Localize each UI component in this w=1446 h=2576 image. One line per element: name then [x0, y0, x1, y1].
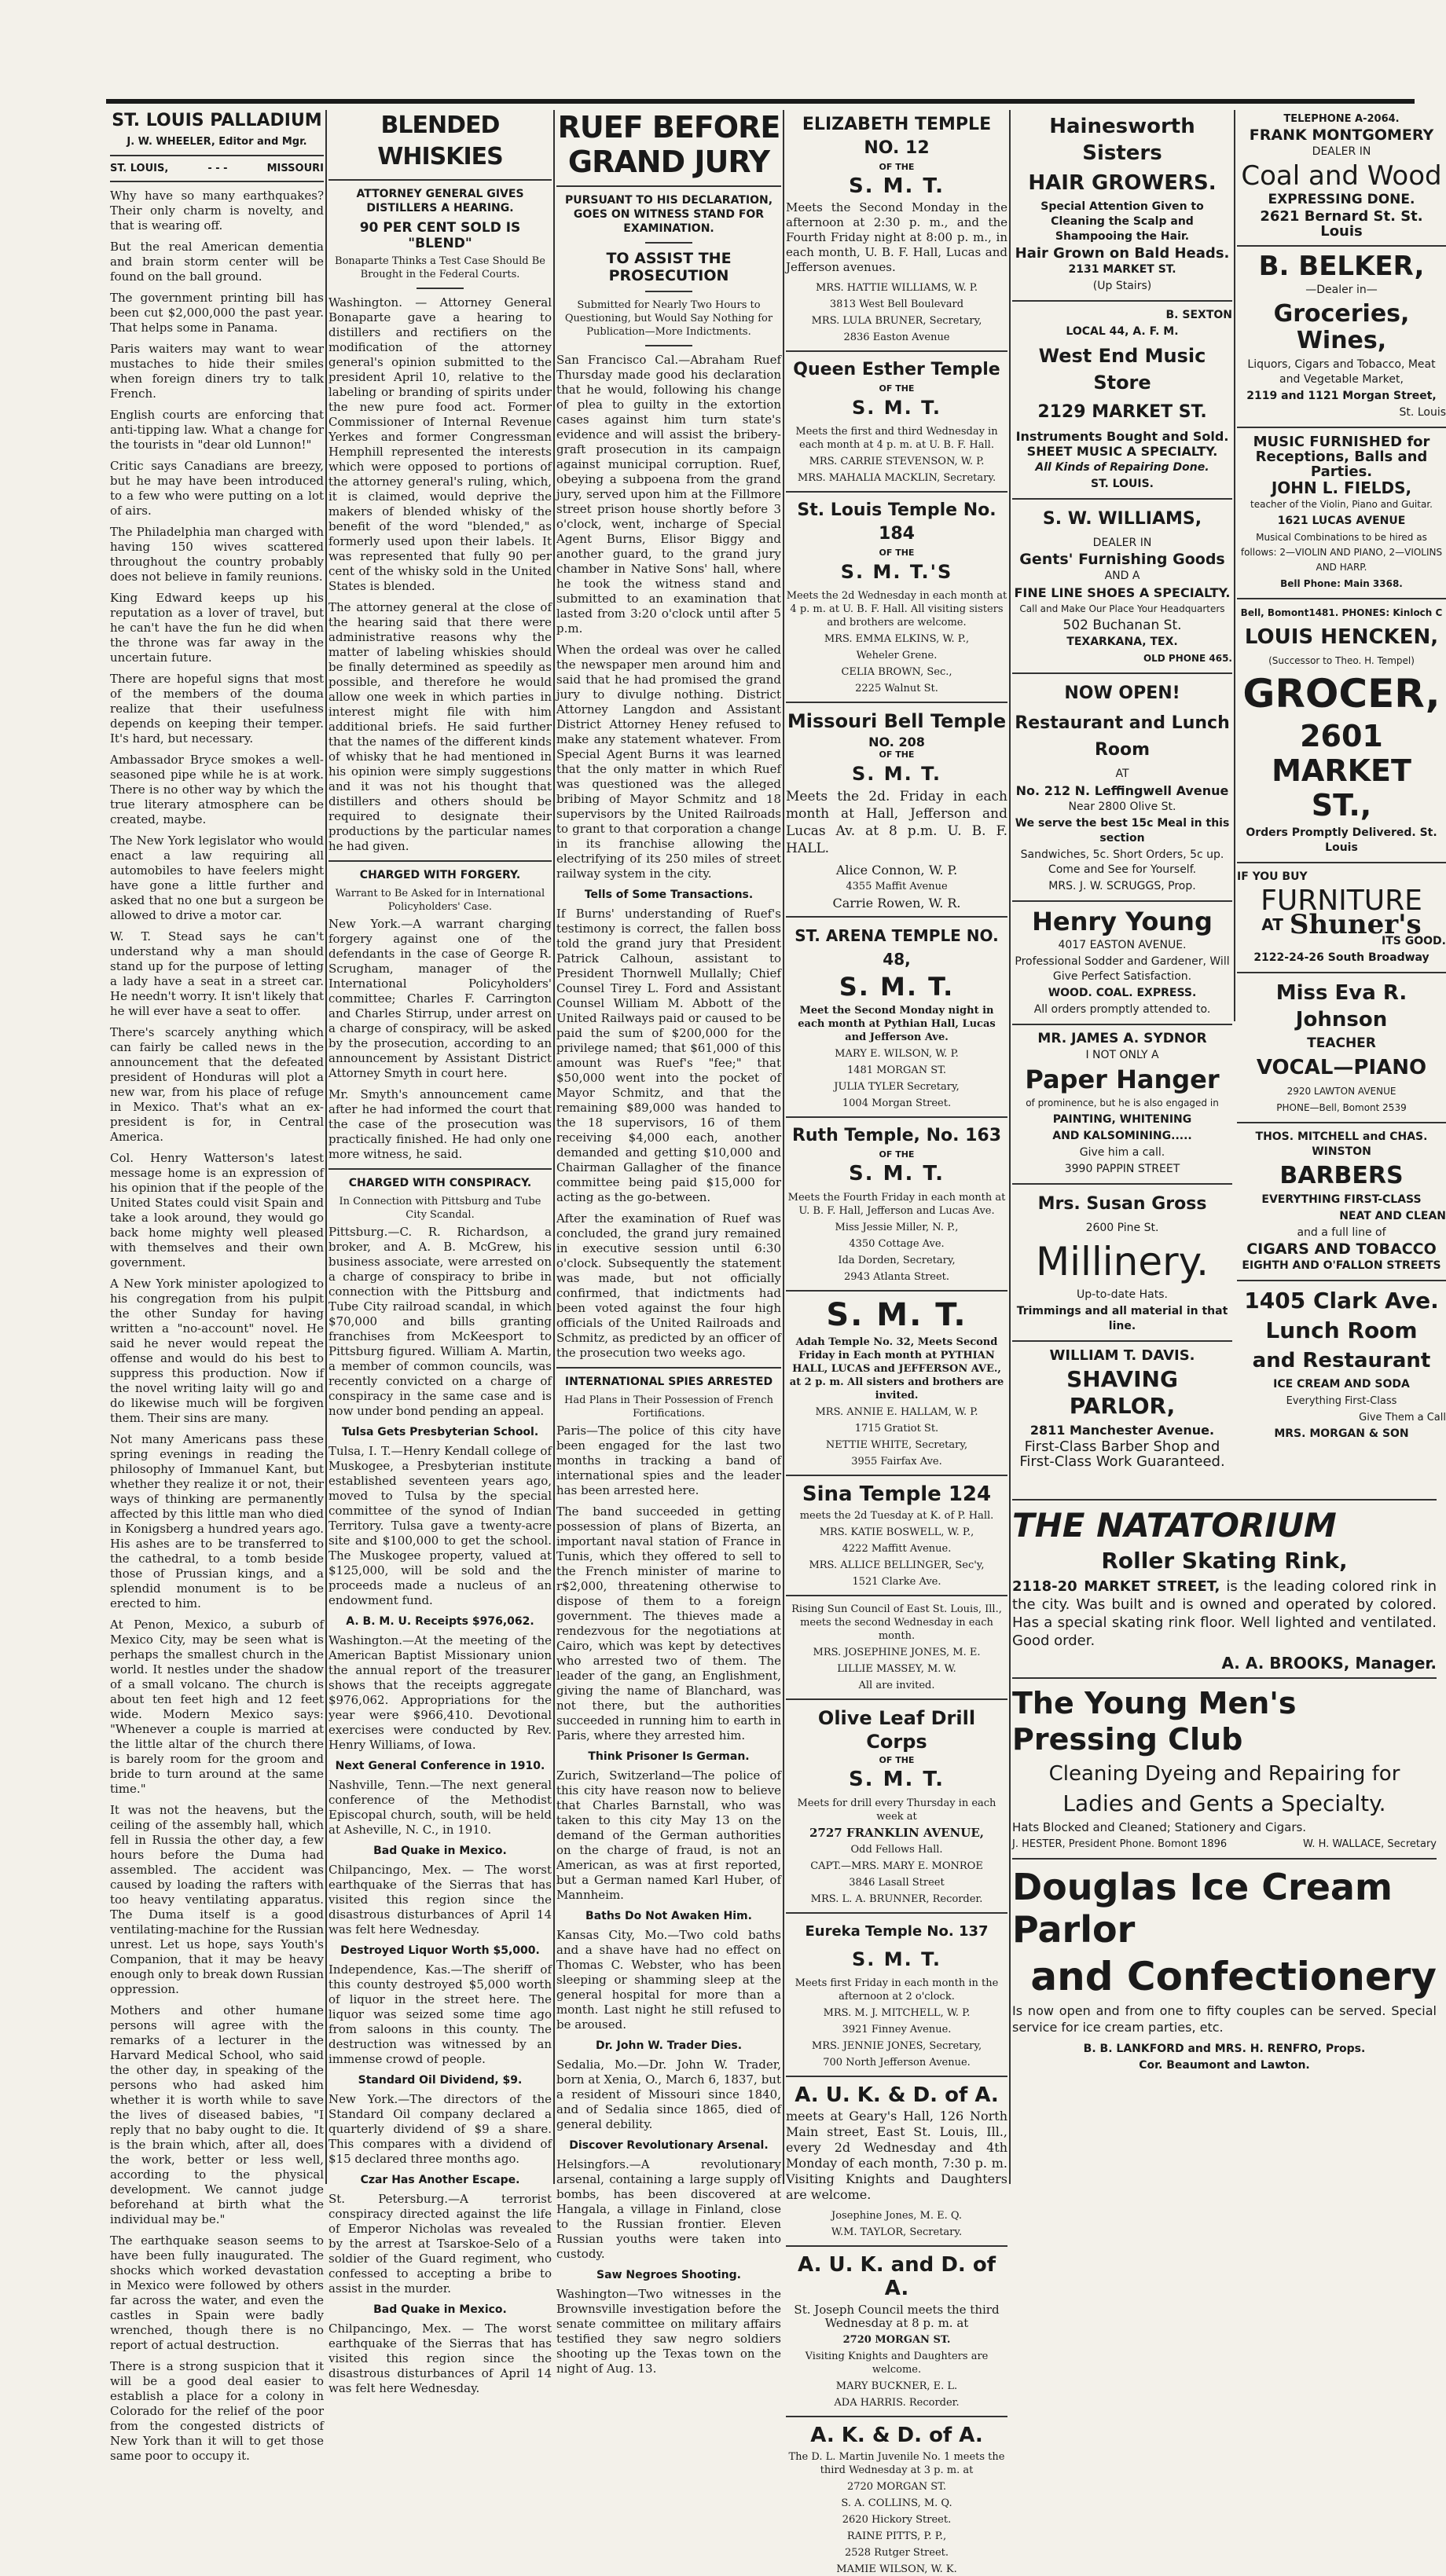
column-ads-left: Hainesworth Sisters HAIR GROWERS. Special Attention Given to Cleaning the Scalp and Shampooing the Hair. Hair Grown on Bald Heads. 2131 MARKET ST. (Up Stairs) B. SEXTON LOCAL 44, A. F. M. West End Music Store 2129 MARKET ST. Instruments Bought and Sold. SHEET MUSIC A SPECIALTY. All Kinds of Repairing Done. ST. LOUIS. S. W. WILLIAMS, DEALER IN Gents' Furnishing Goods AND A FINE LINE SHOES A SPECIALTY. Call and Make Our Place Your Headquarters 502 Buchanan St. TEXARKANA, TEX. OLD PHONE 465. NOW OPEN! Restaurant and Lunch Room AT No. 212 N. Leffingwell Avenue Near 2800 Olive St. We serve the best 15c Meal in this section Sandwiches, 5c. Short Orders, 5c up. Come and See for Yourself. MRS. J. W. SCRUGGS, Prop. Henry Young 4017 EASTON AVENUE. Professional Sodder and Gardener, Will Give Perfect Satisfaction. WOOD. COAL. EXPRESS. All orders promptly attended to. MR. JAMES A. SYDNOR I NOT ONLY A Paper Hanger of prominence, but he is also engaged in PAINTING, WHITENING AND KALSOMINING..... Give him a call. 3990 PAPPIN STREET Mrs. Susan Gross 2600 Pine St. Millinery. Up-to-date Hats. Trimmings and all material in that line. WILLIAM T. DAVIS. SHAVING PARLOR, 2811 Manchester Avenue. First-Class Barber Shop and First-Class Work Guaranteed. — [1012, 110, 1232, 1493]
column-lodge-notices: ELIZABETH TEMPLE NO. 12 OF THE S. M. T. Meets the Second Monday in the afternoon at 2:30 p. m., and the Fourth Friday night at 8:00 p. m., in each month, U. B. F. Hall, Lucas and Jefferson avenues. MRS. HATTIE WILLIAMS, W. P. 3813 West Bell Boulevard MRS. LULA BRUNER, Secretary, 2836 Easton Avenue Queen Esther Temple OF THE S. M. T. Meets the first and third Wednesday in each month at 4 p. m. at U. B. F. Hall. MRS. CARRIE STEVENSON, W. P. MRS. MAHALIA MACKLIN, Secretary. St. Louis Temple No. 184 OF THE S. M. T.'S Meets the 2d Wednesday in each month at 4 p. m. at U. B. F. Hall. All visiting sisters and brothers are welcome. MRS. EMMA ELKINS, W. P., Weheler Grene. CELIA BROWN, Sec., 2225 Walnut St. Missouri Bell Temple NO. 208 OF THE S. M. T. Meets the 2d. Friday in each month at Hall, Jefferson and Lucas Av. at 8 p.m. U. B. F. HALL. Alice Connon, W. P. 4355 Maffit Avenue Carrie Rowen, W. R. ST. ARENA TEMPLE NO. 48, S. M. T. Meet the Second Monday night in each month at Pythian Hall, Lucas and Jefferson Ave. MARY E. WILSON, W. P. 1481 MORGAN ST. JULIA TYLER Secretary, 1004 Morgan Street. Ruth Temple, No. 163 OF THE S. M. T. Meets the Fourth Friday in each month at U. B. F. Hall, Jefferson and Lucas Ave. Miss Jessie Miller, N. P., 4350 Cottage Ave. Ida Dorden, Secretary, 2943 Atlanta Street. S. M. T. Adah Temple No. 32, Meets Second Friday in Each month at PYTHIAN HALL, LUCAS and JEFFERSON AVE., at 2 p. m. All sisters and brothers are invited. MRS. ANNIE E. HALLAM, W. P. 1715 Gratiot St. NETTIE WHITE, Secretary, 3955 Fairfax Ave. Sina Temple 124 meets the 2d Tuesday at K. of P. Hall. MRS. KATIE BOSWELL, W. P., 4222 Maffitt Avenue. MRS. ALLICE BELLINGER, Sec'y, 1521 Clarke Ave. Rising Sun Council of East St. Louis, Ill., meets the second Wednesday in each month. MRS. JOSEPHINE JONES, M. E. LILLIE MASSEY, M. W. All are invited. Olive Leaf Drill Corps OF THE S. M. T. Meets for drill every Thursday in each week at 2727 FRANKLIN AVENUE, Odd Fellows Hall. CAPT.—MRS. MARY E. MONROE 3846 Lasall Street MRS. L. A. BRUNNER, Recorder. Eureka Temple No. 137 S. M. T. Meets first Friday in each month in the afternoon at 2 o'clock. MRS. M. J. MITCHELL, W. P. 3921 Finney Avenue. MRS. JENNIE JONES, Secretary, 700 North Jefferson Avenue. A. U. K. & D. of A. meets at Geary's Hall, 126 North Main street, East St. Louis, Ill., every 2d Wednesday and 4th Monday of each month, 7:30 p. m. Visiting Knights and Daughters are welcome. Josephine Jones, M. E. Q. W.M. TAYLOR, Secretary. A. U. K. and D. of A. St. Joseph Council meets the third Wednesday at 8 p. m. at 2720 MORGAN ST. Visiting Knights and Daughters are welcome. MARY BUCKNER, E. L. ADA HARRIS. Recorder. A. K. & D. of A. The D. L. Martin Juvenile No. 1 meets the third Wednesday at 3 p. m. at 2720 MORGAN ST. S. A. COLLINS, M. Q. 2620 Hickory Street. RAINE PITTS, P. P., 2528 Rutger Street. MAMIE WILSON, W. K. — [786, 115, 1007, 2575]
article-body: Chilpancingo, Mex. — The worst earthquake of the Sierras that has visited this region since the disastrous disturbances of April 14 was felt here Wednesday. — [328, 2321, 552, 2395]
subhead: CHARGED WITH FORGERY. — [359, 869, 521, 881]
editorial-paragraph: The earthquake season seems to have been fully inaugurated. The shocks which worked devastation in Mexico were followed by others far across the water, and even the castles in Spain were badly wrenched, though there is no report of actual destruction. — [110, 2233, 324, 2352]
article-body: The band succeeded in getting possession of plans of Bizerta, an important naval station of France in Tunis, which they offered to sell to the French minister of marine to r$2,000, threatening otherwise to dispose of them to a foreign government. The thieves made a rendezvous for the negotiations at Cairo, which was kept by detectives who arrested two of them. The leader of the gang, an Englishment, giving the name of Blanchard, was not there, but the authorities succeeded in running him to earth in Paris, where they arrested him. — [556, 1504, 781, 1742]
editorial-paragraph: There is a strong suspicion that it will be a good deal easier to establish a place for a colony in Colorado for the relief of the poor from the congested districts of New York than it will to get those same poor to occupy it. — [110, 2359, 324, 2463]
article-body: St. Petersburg.—A terrorist conspiracy directed against the life of Emperor Nicholas was revealed by the arrest at Tsarskoe-Selo of a soldier of the Guard regiment, who confessed to accepting a bribe to assist in the murder. — [328, 2192, 552, 2296]
subhead: Bad Quake in Mexico. — [373, 1845, 507, 1857]
lodge-title: Ruth Temple, No. 163 — [791, 1126, 1002, 1145]
article-body: After the examination of Ruef was concluded, the grand jury remained in executive session until 6:30 o'clock. Subsequently the statement was made, but not officially confirmed, that indictments had been voted against the four high officials of the United Railroads and Schmitz, as predicted by an officer of the prosecution two weeks ago. — [556, 1211, 781, 1360]
lodge-title: A. K. & D. of A. — [810, 2424, 983, 2447]
editorial-paragraph: W. T. Stead says he can't understand why a man should stand up for the purpose of letting a lady have a seat in a street car. He needn't worry. It isn't likely that he will ever have a seat to offer. — [110, 929, 324, 1018]
article-body: New York.—A warrant charging forgery against one of the defendants in the case of George R. Scrugham, manager of the International Policyholders' committee; Charles F. Carrington and Charles Stirrup, under arrest on a charge of conspiracy, will be asked by the prosecution, according to an announcement by Assistant District Attorney Smyth in court here. — [328, 917, 552, 1080]
article-body: Washington.—At the meeting of the American Baptist Missionary union the annual report of the treasurer shows that the receipts aggregate $976,062. Appropriations for the year were $966,410. Devotional exercises were conducted by Rev. Henry Williams, of Iowa. — [328, 1633, 552, 1752]
editorial-paragraph: Ambassador Bryce smokes a well-seasoned pipe while he is at work. There is no other way by which the true literary atmosphere can be created, maybe. — [110, 753, 324, 826]
subhead: Czar Has Another Escape. — [360, 2174, 520, 2186]
article-body: Mr. Smyth's announcement came after he had informed the court that the case of the prosecution was practically finished. He had only one more witness, he said. — [328, 1087, 552, 1161]
ad-williams-title: S. W. WILLIAMS, — [1042, 509, 1202, 529]
deck: PURSUANT TO HIS DECLARATION, GOES ON WITNESS STAND FOR EXAMINATION. — [564, 194, 773, 235]
ad-henry-young-title: Henry Young — [1032, 907, 1213, 936]
ad-furniture-title: FURNITURE — [1261, 885, 1422, 917]
headline-ruef: RUEF BEFORE — [557, 110, 780, 145]
editorial-paragraph: The government printing bill has been cut $2,000,000 the past year. That helps some in Panama. — [110, 291, 324, 335]
editorial-paragraph: The New York legislator who would enact a law requiring all automobiles to have feelers might have gone a little further and asked that no one but a surgeon be allowed to drive a motor car. — [110, 834, 324, 922]
deck: Had Plans in Their Possession of French Fortifications. — [564, 1394, 773, 1420]
lodge-body: Meets the Second Monday in the afternoon at 2:30 p. m., and the Fourth Friday night at 8:00 p. m., in each month, U. B. F. Hall, Lucas and Jefferson avenues. — [786, 200, 1007, 274]
deck: ATTORNEY GENERAL GIVES DISTILLERS A HEARING. — [356, 188, 524, 214]
ad-belker-title: B. BELKER, — [1258, 251, 1425, 282]
ad-barbers-title: BARBERS — [1279, 1162, 1404, 1189]
editorial-paragraph: Why have so many earthquakes? Their only charm is novelty, and that is wearing off. — [110, 189, 324, 233]
column-ads-right: TELEPHONE A-2064. FRANK MONTGOMERY DEALER IN Coal and Wood EXPRESSING DONE. 2621 Bernard St. St. Louis B. BELKER, —Dealer in— Groceries, Wines, Liquors, Cigars and Tobacco, Meat and Vegetable Market, 2119 and 1121 Morgan Street, St. Louis MUSIC FURNISHED for Receptions, Balls and Parties. JOHN L. FIELDS, teacher of the Violin, Piano and Guitar. 1621 LUCAS AVENUE Musical Combinations to be hired as follows: 2—VIOLIN AND PIANO, 2—VIOLINS AND HARP. Bell Phone: Main 3368. Bell, Bomont1481. PHONES: Kinloch C LOUIS HENCKEN, (Successor to Theo. H. Tempel) GROCER, 2601 MARKET ST., Orders Promptly Delivered. St. Louis IF YOU BUY FURNITURE AT Shuner's ITS GOOD. 2122-24-26 South Broadway Miss Eva R. Johnson TEACHER VOCAL—PIANO 2920 LAWTON AVENUE PHONE—Bell, Bomont 2539 THOS. MITCHELL and CHAS. WINSTON BARBERS EVERYTHING FIRST-CLASS NEAT AND CLEAN and a full line of CIGARS AND TOBACCO EIGHTH AND O'FALLON STREETS 1405 Clark Ave. Lunch Room and Restaurant ICE CREAM AND SODA Everything First-Class Give Them a Call MRS. MORGAN & SON — [1237, 113, 1446, 1440]
ad-paper-hanger-title: Paper Hanger — [1025, 1064, 1220, 1094]
editorial-paragraph: It was not the heavens, but the ceiling of the assembly hall, which fell in Russia the other day, a few hours before the Duma had assembled. The accident was caused by loading the rafters with too heavy ventilating apparatus. The Duma itself is a good ventilating-machine for the Russian unrest. Let us hope, says Youth's Companion, that it may be heavy enough only to break down Russian oppression. — [110, 1803, 324, 1996]
subhead: Saw Negroes Shooting. — [596, 2269, 741, 2281]
column-rule — [783, 110, 784, 2184]
subhead: A. B. M. U. Receipts $976,062. — [346, 1615, 534, 1628]
ad-grocer-title: GROCER, — [1242, 671, 1440, 716]
article-body: Chilpancingo, Mex. — The worst earthquake of the Sierras that has visited this region since the disastrous disturbances of April 14 was felt here Wednesday. — [328, 1863, 552, 1937]
top-rule — [106, 99, 1415, 104]
subhead: CHARGED WITH CONSPIRACY. — [348, 1177, 532, 1189]
subhead: Tulsa Gets Presbyterian School. — [341, 1426, 539, 1438]
editorial-paragraph: There's scarcely anything which can fairly be called news in the announcement that the defeated president of Honduras will plot a new war, from his place of refuge in Mexico. That's what an ex-president is for, in Central America. — [110, 1025, 324, 1144]
ad-shuner-name: Shuner's — [1289, 909, 1422, 940]
editorial-paragraph: King Edward keeps up his reputation as a lover of travel, but he can't have the fun he did when the throne was far away in the uncertain future. — [110, 591, 324, 665]
lodge-title: S. M. T. — [826, 1297, 967, 1333]
lodge-title: ELIZABETH TEMPLE NO. 12 — [802, 115, 992, 158]
article-body: Washington—Two witnesses in the Brownsville investigation before the senate committee on military affairs testified they saw negro soldiers shooting up the Texas town on the night of Aug. 13. — [556, 2287, 781, 2376]
article-body: If Burns' understanding of Ruef's testimony is correct, the fallen boss told the grand jury that President Patrick Calhoun, assistant to President Thornwell Mullally; Chief Counsel Tirey L. Ford and Assistant Counsel William M. Abbott of the United Railways paid or caused to be paid the sum of $200,000 for the privilege named; that $61,000 of this amount was Ruef's "fee;" that $50,000 went into the pocket of Mayor Schmitz, and that the remaining $89,000 was handed to the 18 supervisors, 16 of them receiving $4,000 each, another demanded and getting $10,000 and Chairman Gallagher of the finance committee being paid $15,000 for acting as the go-between. — [556, 907, 781, 1204]
subhead: Next General Conference in 1910. — [335, 1760, 545, 1772]
editorial-paragraph: Critic says Canadians are breezy, but he may have been introduced to a few who were putting on a lot of airs. — [110, 459, 324, 518]
article-body: Independence, Kas.—The sheriff of this county destroyed $5,000 worth of liquor in the street here. The liquor was seized some time ago from saloons in this county. The destruction was witnessed by an immense crowd of people. — [328, 1962, 552, 2066]
editorial-paragraph: Col. Henry Watterson's latest message home is an expression of his opinion that if the people of the United States could visit Spain and take a look around, they would go back home mighty well pleased with themselves and their own government. — [110, 1151, 324, 1270]
column-rule — [1009, 110, 1011, 2184]
column-rule — [1234, 110, 1235, 1021]
editorial-paragraph: The Philadelphia man charged with having 150 wives scattered throughout the country probably does not believe in family reunions. — [110, 525, 324, 584]
ad-hainesworth-title: Hainesworth Sisters — [1049, 115, 1195, 165]
lodge-title: A. U. K. and D. of A. — [797, 2253, 996, 2300]
article-body: New York.—The directors of the Standard Oil company declared a quarterly dividend of $9 a share. This compares with a dividend of $15 declared three months ago. — [328, 2092, 552, 2166]
bottom-wide-ads: THE NATATORIUM Roller Skating Rink, 2118-20 MARKET STREET, is the leading colored rink in the city. Was built and is owned and operated by colored. Has a special skating rink floor. Well lighted and ventilated. Good order. A. A. BROOKS, Manager. The Young Men's Pressing Club Cleaning Dyeing and Repairing for Ladies and Gents a Specialty. Hats Blocked and Cleaned; Stationery and Cigars. J. HESTER, President Phone. Bomont 1896 W. H. WALLACE, Secretary Douglas Ice Cream Parlor and Confectionery Is now open and from one to fifty couples can be served. Special service for ice cream parties, etc. B. B. LANKFORD and MRS. H. RENFRO, Props. Cor. Beaumont and Lawton. — [1012, 1493, 1437, 2184]
editorial-paragraph: Paris waiters may want to wear mustaches to hide their smiles when foreign diners try to talk French. — [110, 342, 324, 401]
article-body: Nashville, Tenn.—The next general conference of the Methodist Episcopal church, south, will be held at Asheville, N. C., in 1910. — [328, 1778, 552, 1837]
editorial-paragraph: Not many Americans pass these spring evenings in reading the philosophy of Immanuel Kant, but whether they realize it or not, their ways of thinking are permanently affected by this little man who died in Konigsberg a hundred years ago. His ashes are to be transferred to the cathedral, to a tomb beside those of Prussian kings, and a splendid monument is to be erected to him. — [110, 1432, 324, 1610]
deck: In Connection with Pittsburg and Tube City Scandal. — [339, 1196, 541, 1221]
editorial-paragraphs — [110, 189, 324, 2464]
lodge-title: Queen Esther Temple — [793, 360, 1000, 379]
subhead: Destroyed Liquor Worth $5,000. — [340, 1944, 540, 1957]
subhead: Standard Oil Dividend, $9. — [358, 2074, 523, 2087]
ad-millinery-title: Millinery. — [1035, 1239, 1209, 1284]
deck: Bonaparte Thinks a Test Case Should Be Brought in the Federal Courts. — [335, 255, 545, 280]
deck: Submitted for Nearly Two Hours to Questioning, but Would Say Nothing for Publication—More Indictments. — [564, 299, 773, 338]
subhead: Bad Quake in Mexico. — [373, 2303, 507, 2316]
ad-natatorium-title: THE NATATORIUM — [1012, 1506, 1337, 1545]
ad-music-store-title: West End Music Store — [1038, 345, 1206, 394]
article-body: Zurich, Switzerland—The police of this city have reason now to believe that Charles Barnstall, who was taken to this city May 13 on the demand of the German authorities on the charge of fraud, is not an American, as was at first reported, but a German named Karl Huber, of Mannheim. — [556, 1768, 781, 1902]
ad-johnson-title: Miss Eva R. Johnson — [1275, 981, 1407, 1031]
masthead-location: ST. LOUIS, - - - MISSOURI — [110, 163, 324, 174]
column-editorials — [110, 110, 324, 2463]
editorial-paragraph: A New York minister apologized to his congregation from his pulpit the other Sunday for having written a "no-account" novel. He said he never would repeat the offense and would do his best to suppress this production. Now if the novel writing laity will go and do likewise much will be forgiven them. Their sins are many. — [110, 1277, 324, 1425]
editorial-paragraph: But the real American dementia and brain storm center will be found on the ball ground. — [110, 240, 324, 284]
ad-restaurant-title: Restaurant and Lunch Room — [1015, 713, 1230, 760]
headline-grand-jury: GRAND JURY — [567, 145, 770, 179]
article-body: When the ordeal was over he called the newspaper men around him and said that he had promised the grand jury to divulge nothing. District Attorney Langdon and Assistant District Attorney Heney refused to make any statement whatever. From Special Agent Burns it was learned that the only matter in which Ruef was questioned was the alleged bribing of Mayor Schmitz and 18 supervisors by the United Railroads to grant to that corporation a change in its franchise allowing the electrifying of its 250 miles of street railway system in the city. — [556, 643, 781, 881]
column-rule — [553, 110, 555, 2184]
column-rule — [325, 110, 327, 2184]
article-body: Helsingfors.—A revolutionary arsenal, containing a large supply of bombs, has been discovered at Hangala, a village in Finland, close to the Russian frontier. Eleven Russian youths were taken into custody. — [556, 2157, 781, 2261]
subhead: Tells of Some Transactions. — [584, 889, 754, 901]
editorial-paragraph: There are hopeful signs that most of the members of the douma realize that their usefulness depends on keeping their temper. It's hard, but necessary. — [110, 672, 324, 746]
article-body: Pittsburg.—C. R. Richardson, a broker, and A. B. McGrew, his business associate, were arrested on a charge of conspiracy to bribe in connection with the Pittsburg and Tube City railroad scandal, in which $70,000 and bills granting franchises from McKeesport to Pittsburg figured. William A. Martin, a member of common councils, was recently convicted on a charge of conspiracy in the same case and is now under bond pending an appeal. — [328, 1225, 552, 1418]
lodge-title: Missouri Bell Temple — [787, 710, 1007, 732]
subhead: Baths Do Not Awaken Him. — [585, 1910, 752, 1922]
lodge-title: Olive Leaf Drill Corps — [817, 1707, 976, 1753]
lodge-title: A. U. K. & D. of A. — [795, 2083, 999, 2107]
masthead-editor: J. W. WHEELER, Editor and Mgr. — [127, 136, 307, 148]
ad-coal-wood-title: Coal and Wood — [1241, 160, 1442, 192]
subhead: Discover Revolutionary Arsenal. — [569, 2139, 769, 2152]
lodge-title: Eureka Temple No. 137 — [805, 1923, 989, 1940]
column-ruef — [556, 110, 781, 2376]
deck: Warrant to Be Asked for in International Policyholders' Case. — [335, 888, 545, 913]
lodge-title: St. Louis Temple No. 184 — [797, 500, 996, 544]
headline-blended-whiskies: BLENDED WHISKIES — [377, 112, 503, 170]
ad-pressing-club-title: The Young Men's Pressing Club — [1012, 1686, 1297, 1757]
article-body: Tulsa, I. T.—Henry Kendall college of Muskogee, a Presbyterian institute established seventeen years ago, moved to Tulsa by the special committee of the synod of Indian Territory. Tulsa gave a twenty-acre site and $100,000 to get the school. The Muskogee property, valued at $125,000, will be sold and the proceeds made a nucleus of an endowment fund. — [328, 1444, 552, 1607]
article-body: Washington. — Attorney General Bonaparte gave a hearing to distillers and rectifiers on the modification of the attorney general's opinion submitted to the president April 10, relative to the labeling or branding of spirits under the new pure food act. Former Commissioner of Internal Revenue Yerkes and former Congressman Hemphill represented the interests which were opposed to portions of the attorney general's ruling, which, it is claimed, would deprive the makers of blended whisky of the benefit of the word "blended," as formerly used upon their labels. It was represented that fully 90 per cent of the whisky sold in the United States is blended. — [328, 295, 552, 593]
article-body: The attorney general at the close of the hearing said that there were administrative reasons why the matter of labeling whiskies should be finally determined as speedily as possible, and therefore he would allow one week in which parties in interest might file with him additional briefs. He said further that the names of the different kinds of whisky that he had mentioned in his opinion were simply suggestions and it was not his thought that distillers and others should be required to designate their productions by the particular names he had given. — [328, 600, 552, 853]
editorial-paragraph: At Penon, Mexico, a suburb of Mexico City, may be seen what is perhaps the smallest church in the world. It nestles under the shadow of a small volcano. The church is about ten feet high and 12 feet wide. Modern Mexico says: "Whenever a couple is married at the little altar of the church there is barely room for the groom and bride to turn around at the same time." — [110, 1618, 324, 1796]
editorial-paragraph: Mothers and other humane persons will agree with the remarks of a lecturer in the Harvard Medical School, who said the other day, in speaking of the persons who had asked him whether it is worth while to save the lives of diseased babies, "I reply that no baby ought to die. It is the brain which, after all, does the work, better or less well, according to the physical development. We cannot judge beforehand at birth what the individual may be." — [110, 2003, 324, 2226]
subhead: Dr. John W. Trader Dies. — [595, 2039, 743, 2052]
deck: 90 PER CENT SOLD IS "BLEND" — [359, 220, 521, 251]
article-body: Paris—The police of this city have been engaged for the last two months in tracking a band of international spies and the leader has been arrested here. — [556, 1424, 781, 1497]
lodge-title: ST. ARENA TEMPLE NO. 48, — [795, 926, 999, 969]
article-body: San Francisco Cal.—Abraham Ruef Thursday made good his declaration that he would, following his change of plea to guilty in the extortion cases against him turn state's evidence and will assist the bribery-graft prosecution in its campaign against municipal corruption. Ruef, obeying a subpoena from the grand jury, served upon him at the Fillmore street prison house shortly before 3 o'clock, went, incharge of Special Agent Burns, Elisor Biggy and another guard, to the grand jury chamber in Native Sons' hall, where he took the witness stand and submitted to an examination that lasted from 3:20 o'clock until after 5 p.m. — [556, 353, 781, 636]
article-body: Sedalia, Mo.—Dr. John W. Trader, born at Xenia, O., March 6, 1837, but a resident of Missouri since 1840, and of Sedalia since 1865, died of general debility. — [556, 2058, 781, 2131]
subhead: INTERNATIONAL SPIES ARRESTED — [564, 1376, 773, 1388]
column-blended-whiskies — [328, 110, 552, 2395]
masthead-title: ST. LOUIS PALLADIUM — [112, 111, 322, 130]
editorial-paragraph: English courts are enforcing that anti-tipping law. What a change for the tourists in "dear old Lunnon!" — [110, 408, 324, 452]
lodge-title: Sina Temple 124 — [802, 1482, 992, 1506]
ad-ice-cream-title: Douglas Ice Cream Parlor — [1012, 1866, 1393, 1951]
deck: TO ASSIST THE PROSECUTION — [606, 250, 732, 284]
article-body: Kansas City, Mo.—Two cold baths and a shave have had no effect on Thomas C. Webster, who has been sleeping or shamming sleep at the general hospital for more than a month. Last night he still refused to be aroused. — [556, 1928, 781, 2032]
subhead: Think Prisoner Is German. — [588, 1750, 750, 1763]
ad-clark-title: 1405 Clark Ave. — [1244, 1288, 1439, 1314]
ad-shaving-parlor-title: SHAVING PARLOR, — [1066, 1366, 1178, 1419]
